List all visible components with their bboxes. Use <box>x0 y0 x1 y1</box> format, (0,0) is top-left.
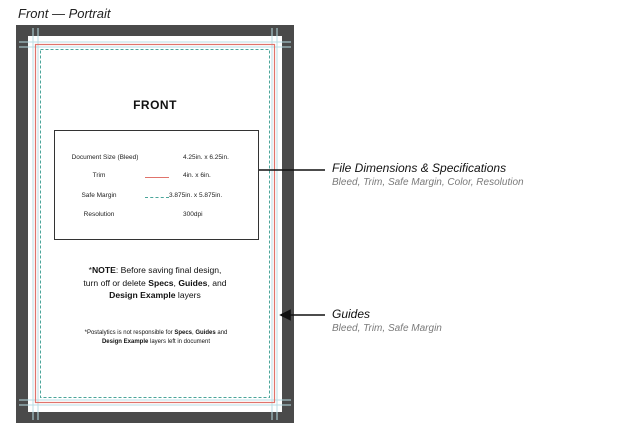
note-text <box>70 264 240 302</box>
spec-value: 4.25in. x 6.25in. <box>183 154 229 161</box>
annotation-subtitle: Bleed, Trim, Safe Margin, Color, Resolution <box>332 177 524 188</box>
trim-swatch <box>145 177 169 178</box>
disclaimer-guides: Guides <box>195 330 216 336</box>
spec-row-resolution <box>55 211 258 223</box>
note-keyword: NOTE <box>91 265 116 275</box>
note-line2-start: turn off or delete <box>83 277 149 288</box>
disclaimer-text <box>66 329 246 347</box>
front-title: FRONT <box>133 98 177 112</box>
disclaimer-design-example: Design Example <box>101 339 149 345</box>
disclaimer-specs: Specs <box>174 330 193 336</box>
note-and: , and <box>207 277 227 288</box>
disclaimer-and: and <box>215 330 228 336</box>
specs-box <box>54 130 259 240</box>
disclaimer-rest: layers left in document <box>148 339 211 345</box>
annotation-subtitle: Bleed, Trim, Safe Margin <box>332 323 442 334</box>
spec-value: 3.875in. x 5.875in. <box>169 192 223 199</box>
note-design-example: Design Example <box>109 290 176 300</box>
annotation-file-dimensions <box>332 161 524 188</box>
disclaimer-part1: *Postalytics is not responsible for <box>84 330 175 336</box>
spec-label: Trim <box>92 172 106 179</box>
spec-label: Document Size (Bleed) <box>71 154 139 161</box>
spec-label: Safe Margin <box>81 192 117 199</box>
note-layers: layers <box>175 290 201 300</box>
spec-value: 300dpi <box>183 211 203 218</box>
spec-label: Resolution <box>83 211 115 218</box>
annotation-title: Guides <box>332 307 371 321</box>
note-guides: Guides <box>178 277 208 288</box>
annotation-title: File Dimensions & Specifications <box>332 161 507 175</box>
page-caption: Front — Portrait <box>18 6 111 21</box>
annotation-guides <box>332 307 442 334</box>
note-comma: , <box>173 277 179 288</box>
spec-row-trim <box>55 172 258 184</box>
spec-value: 4in. x 6in. <box>183 172 211 179</box>
safe-margin-swatch <box>145 197 169 198</box>
spec-row-document-size <box>55 154 258 166</box>
note-specs: Specs <box>148 277 174 288</box>
spec-row-safe-margin <box>55 192 258 204</box>
note-prefix: * <box>88 265 92 275</box>
guides-arrow-head <box>281 311 290 320</box>
note-line1: : Before saving final design, <box>115 265 222 275</box>
disclaimer-comma: , <box>192 330 196 336</box>
